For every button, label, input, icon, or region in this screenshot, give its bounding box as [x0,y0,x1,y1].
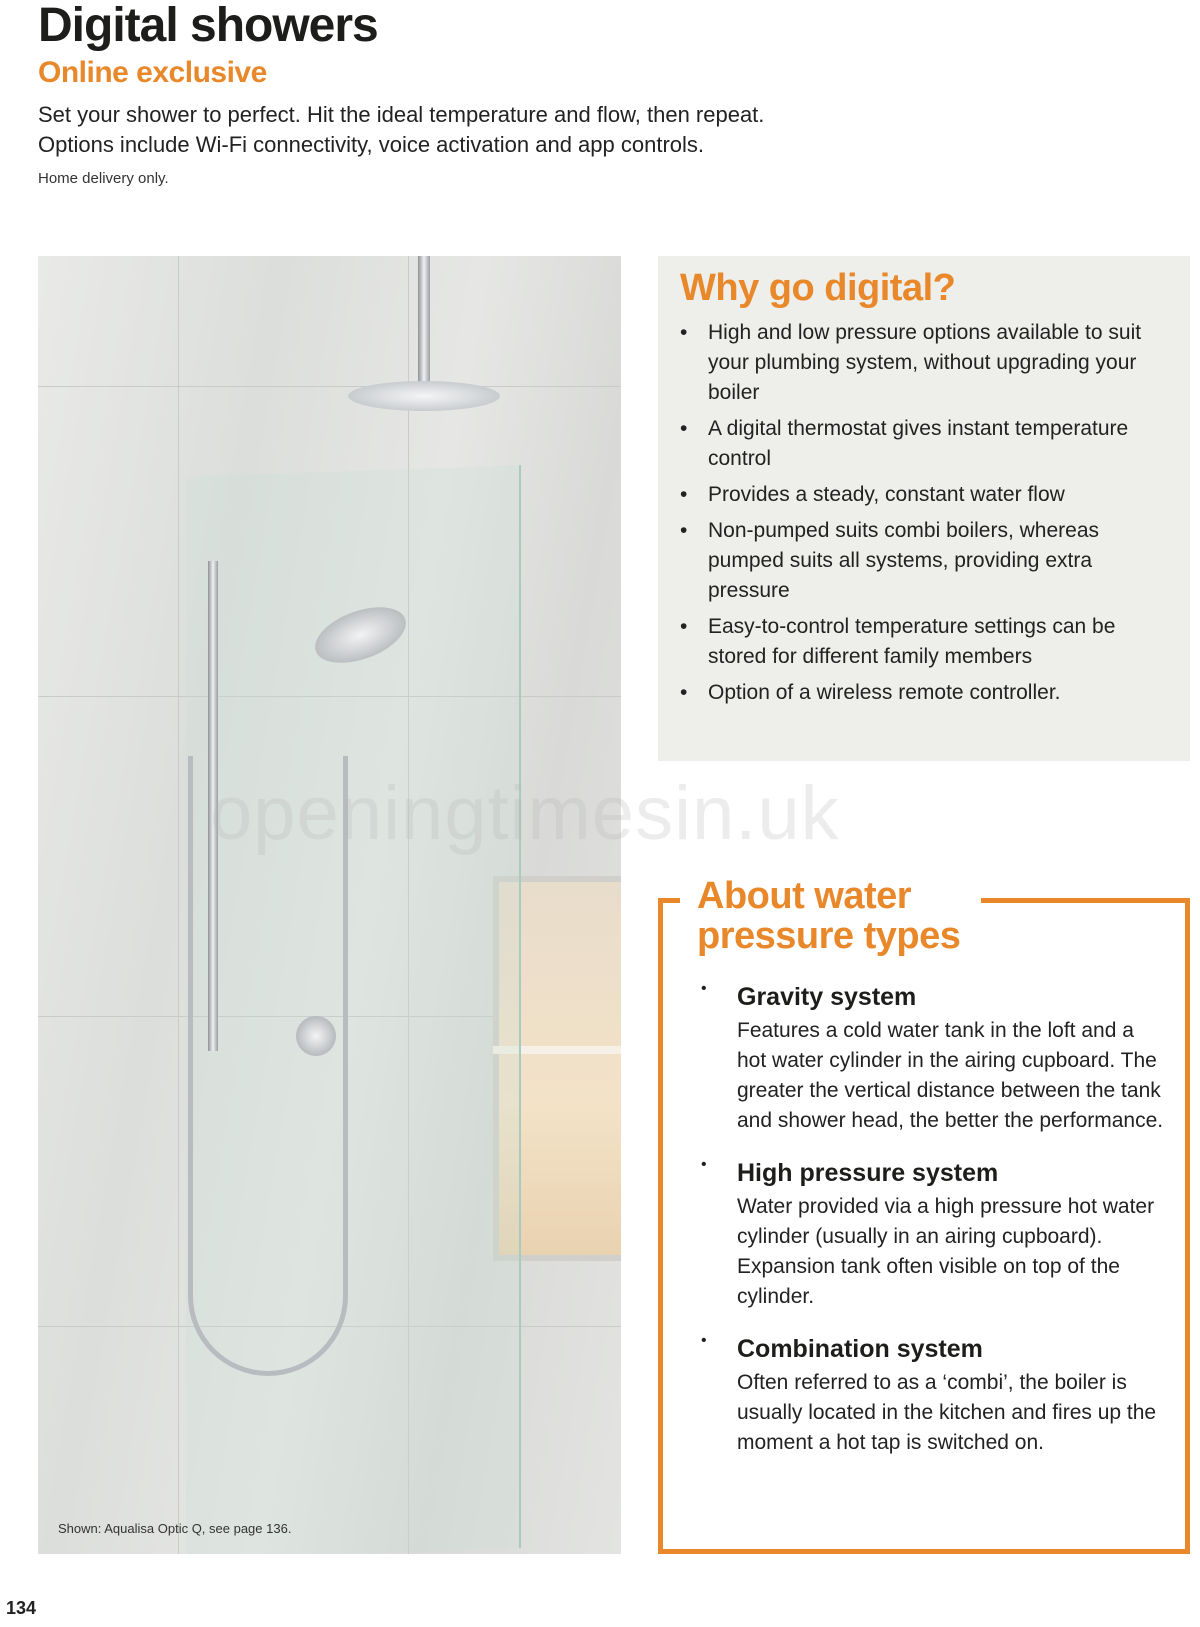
item-text: Features a cold water tank in the loft and a hot water cylinder in the airing cupboard. The greater the vertical distance between the tank and shower head, the better the performance. [737,1019,1164,1132]
list-item [701,1156,1165,1312]
item-text: Often referred to as a ‘combi’, the boiler is usually located in the kitchen and fires up the moment a hot tap is switched on. [737,1371,1157,1454]
shower-photo [38,256,621,1554]
page-number: 134 [6,1598,37,1618]
list-item [701,1332,1165,1458]
item-title: • High pressure system [737,1159,999,1187]
wall-outlet [296,1016,336,1056]
border-segment [981,898,1190,903]
about-heading: About water pressure types [697,875,961,957]
delivery-note: Home delivery only. [38,170,169,187]
why-heading: Why go digital? [680,267,956,309]
item-text: Water provided via a high pressure hot water cylinder (usually in an airing cupboard). Expansion tank often visible on top of the cylinder. [737,1195,1155,1308]
why-digital-panel [658,256,1190,761]
ceiling-arm [418,256,430,386]
intro-text [38,100,764,160]
list-item: • Non-pumped suits combi boilers, whereas pumped suits all systems, providing extra pressure [680,516,1170,606]
intro-line: Set your shower to perfect. Hit the ideal temperature and flow, then repeat. [38,102,765,127]
list-item: • Provides a steady, constant water flow [680,480,1170,510]
list-item: • Option of a wireless remote controller. [680,678,1170,708]
item-title: • Gravity system [737,983,917,1011]
list-item: • Easy-to-control temperature settings can be stored for different family members [680,612,1170,672]
item-title: • Combination system [737,1335,983,1363]
subtitle: Online exclusive [38,56,267,89]
list-item [701,980,1165,1136]
water-pressure-panel [658,875,1190,1554]
watermark: openingtimesin.uk [210,771,840,856]
why-list [680,318,1170,708]
photo-caption: Shown: Aqualisa Optic Q, see page 136. [58,1521,292,1536]
list-item: • A digital thermostat gives instant temperature control [680,414,1170,474]
border-segment [658,898,680,903]
rainfall-shower-head [348,381,500,411]
list-item: • High and low pressure options available to suit your plumbing system, without upgrading your boiler [680,318,1170,408]
intro-line: Options include Wi-Fi connectivity, voice activation and app controls. [38,132,705,157]
page-title: Digital showers [38,0,378,52]
